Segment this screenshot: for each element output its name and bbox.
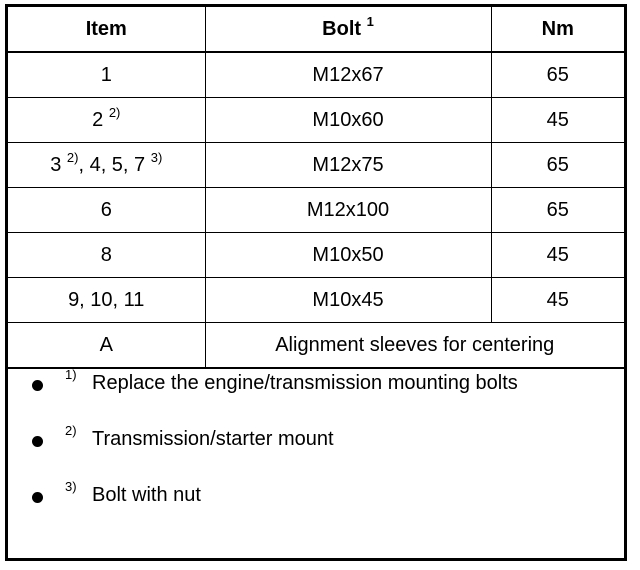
cell-item-text: 9, 10, 11 bbox=[68, 288, 145, 311]
table-row bbox=[8, 52, 624, 98]
cell-alignment-note: Alignment sleeves for centering bbox=[205, 323, 624, 369]
header-bolt-label: Bolt bbox=[322, 17, 362, 40]
table-row bbox=[8, 143, 624, 188]
header-nm-label: Nm bbox=[541, 17, 574, 40]
table-row bbox=[8, 233, 624, 278]
table-row bbox=[8, 278, 624, 323]
footnote-text: Replace the engine/transmission mounting bolts bbox=[92, 372, 518, 394]
table-row bbox=[8, 188, 624, 233]
bullet-icon bbox=[32, 492, 43, 503]
header-bolt-footnote: 1 bbox=[366, 13, 374, 29]
table-row bbox=[8, 98, 624, 143]
footnotes bbox=[8, 364, 624, 532]
footnote-text: Bolt with nut bbox=[92, 484, 201, 506]
footnote-number: 1) bbox=[65, 367, 77, 382]
footnote-ref: 3) bbox=[150, 149, 163, 165]
cell-bolt: M12x67 bbox=[205, 52, 491, 98]
table-body bbox=[8, 52, 624, 368]
cell-item-text: , 4, 5, 7 bbox=[78, 153, 151, 176]
header-item-label: Item bbox=[85, 17, 127, 40]
cell-bolt: M12x75 bbox=[205, 143, 491, 188]
cell-item-text: 1 bbox=[100, 63, 112, 86]
cell-item-text: 2 bbox=[92, 108, 109, 131]
cell-item bbox=[8, 52, 205, 98]
torque-table bbox=[8, 7, 624, 369]
cell-torque: 45 bbox=[491, 233, 624, 278]
cell-item bbox=[8, 188, 205, 233]
footnote-item bbox=[8, 364, 624, 420]
cell-torque: 65 bbox=[491, 143, 624, 188]
footnote-number: 2) bbox=[65, 423, 77, 438]
cell-bolt: M10x50 bbox=[205, 233, 491, 278]
footnote-ref: 2) bbox=[66, 149, 79, 165]
cell-torque: 45 bbox=[491, 98, 624, 143]
cell-item bbox=[8, 143, 205, 188]
bullet-icon bbox=[32, 380, 43, 391]
cell-item-text: 3 bbox=[50, 153, 67, 176]
footnote-item bbox=[8, 476, 624, 532]
footnote-text: Transmission/starter mount bbox=[92, 428, 334, 450]
cell-bolt: M12x100 bbox=[205, 188, 491, 233]
footnote-item bbox=[8, 420, 624, 476]
footnote-ref: 2) bbox=[108, 104, 121, 120]
cell-bolt: M10x60 bbox=[205, 98, 491, 143]
footnote-number: 3) bbox=[65, 479, 77, 494]
cell-item: A bbox=[8, 323, 205, 369]
header-nm bbox=[491, 7, 624, 52]
cell-item bbox=[8, 278, 205, 323]
cell-item-text: 8 bbox=[100, 243, 112, 266]
cell-torque: 65 bbox=[491, 188, 624, 233]
header-item bbox=[8, 7, 205, 52]
cell-item bbox=[8, 233, 205, 278]
cell-torque: 45 bbox=[491, 278, 624, 323]
spec-frame bbox=[5, 4, 627, 561]
cell-item bbox=[8, 98, 205, 143]
cell-item-text: 6 bbox=[100, 198, 112, 221]
table-row-alignment bbox=[8, 323, 624, 369]
header-bolt bbox=[205, 7, 491, 52]
cell-torque: 65 bbox=[491, 52, 624, 98]
cell-bolt: M10x45 bbox=[205, 278, 491, 323]
header-row bbox=[8, 7, 624, 52]
bullet-icon bbox=[32, 436, 43, 447]
